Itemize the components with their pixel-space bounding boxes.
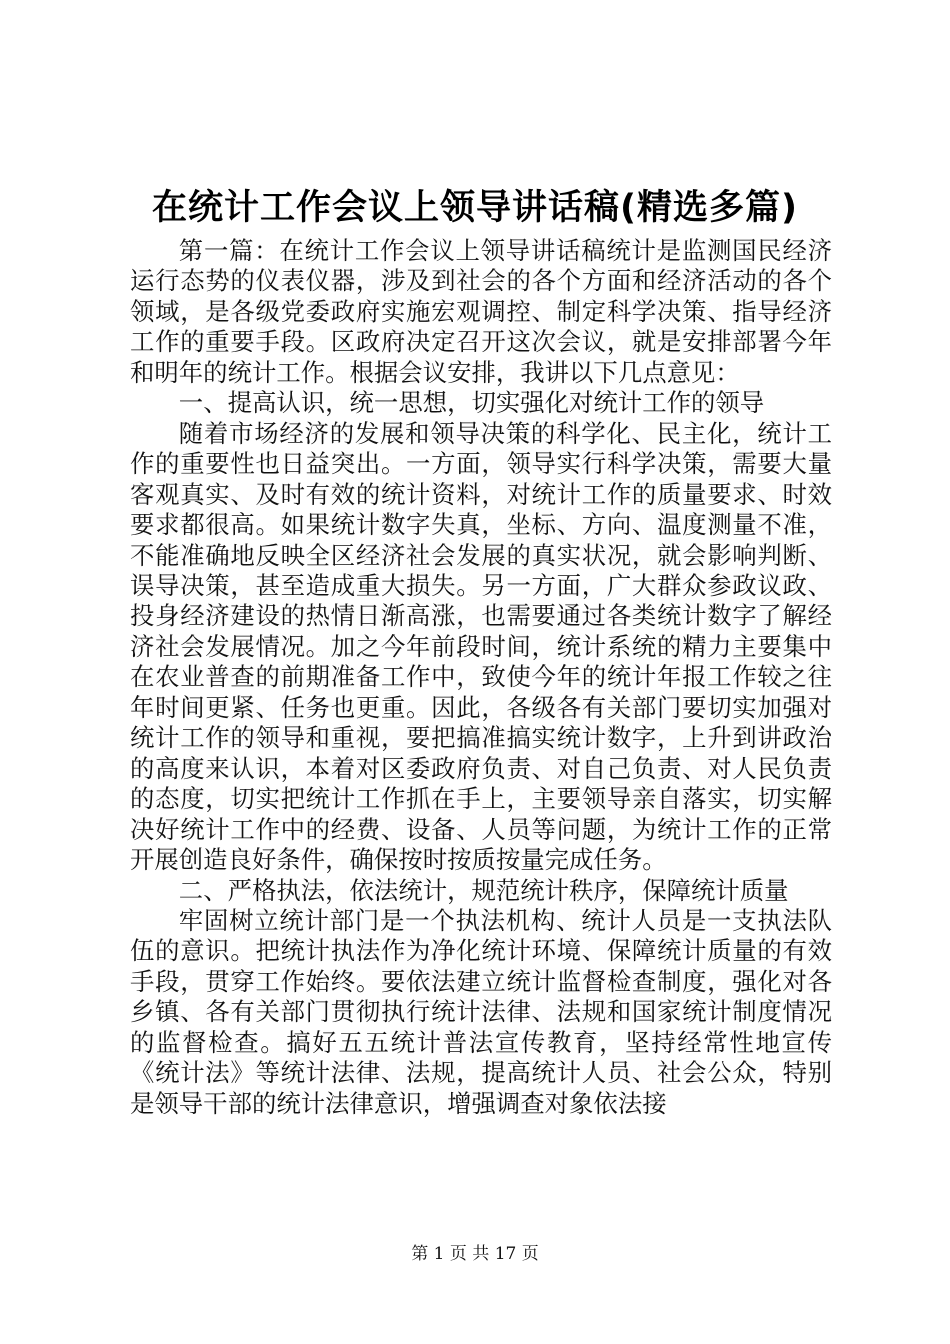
section-heading-2: 二、严格执法，依法统计，规范统计秩序，保障统计质量 — [178, 875, 789, 905]
page-number-footer: 第 1 页 共 17 页 — [411, 1244, 539, 1264]
paragraph-section-1: 随着市场经济的发展和领导决策的科学化、民主化，统计工作的重要性也日益突出。一方面，领导实行科学决策，需要大量客观真实、及时有效的统计资料，对统计工作的质量要求、时效要求都很高。如果统计数字失真，坐标、方向、温度测量不准，不能准确地反映全区经济社会发展的真实状况，就会影响判断、误导决策，甚至造成重大损失。另一方面，广大群众参政议政、投身经济建设的热情日渐高涨，也需要通过各类统计数字了解经济社会发展情况。加之今年前段时间，统计系统的精力主要集中在农业普查的前期准备工作中，致使今年的统计年报工作较之往年时间更紧、任务也更重。因此，各级各有关部门要切实加强对统计工作的领导和重视，要把搞准搞实统计数字，上升到讲政治的高度来认识，本着对区委政府负责、对自己负责、对人民负责的态度，切实把统计工作抓在手上，主要领导亲自落实，切实解决好统计工作中的经费、设备、人员等问题，为统计工作的正常开展创造良好条件，确保按时按质按量完成任务。 — [130, 418, 832, 875]
document-title: 在统计工作会议上领导讲话稿(精选多篇) — [152, 188, 798, 228]
document-body — [130, 236, 832, 1119]
paragraph-section-2: 牢固树立统计部门是一个执法机构、统计人员是一支执法队伍的意识。把统计执法作为净化统计环境、保障统计质量的有效手段，贯穿工作始终。要依法建立统计监督检查制度，强化对各乡镇、各有关部门贯彻执行统计法律、法规和国家统计制度情况的监督检查。搞好五五统计普法宣传教育，坚持经常性地宣传《统计法》等统计法律、法规，提高统计人员、社会公众，特别是领导干部的统计法律意识，增强调查对象依法接 — [130, 905, 832, 1118]
section-heading-1: 一、提高认识，统一思想，切实强化对统计工作的领导 — [178, 388, 765, 418]
paragraph-intro: 第一篇：在统计工作会议上领导讲话稿统计是监测国民经济运行态势的仪表仪器，涉及到社会的各个方面和经济活动的各个领域，是各级党委政府实施宏观调控、制定科学决策、指导经济工作的重要手段。区政府决定召开这次会议，就是安排部署今年和明年的统计工作。根据会议安排，我讲以下几点意见： — [130, 236, 832, 387]
